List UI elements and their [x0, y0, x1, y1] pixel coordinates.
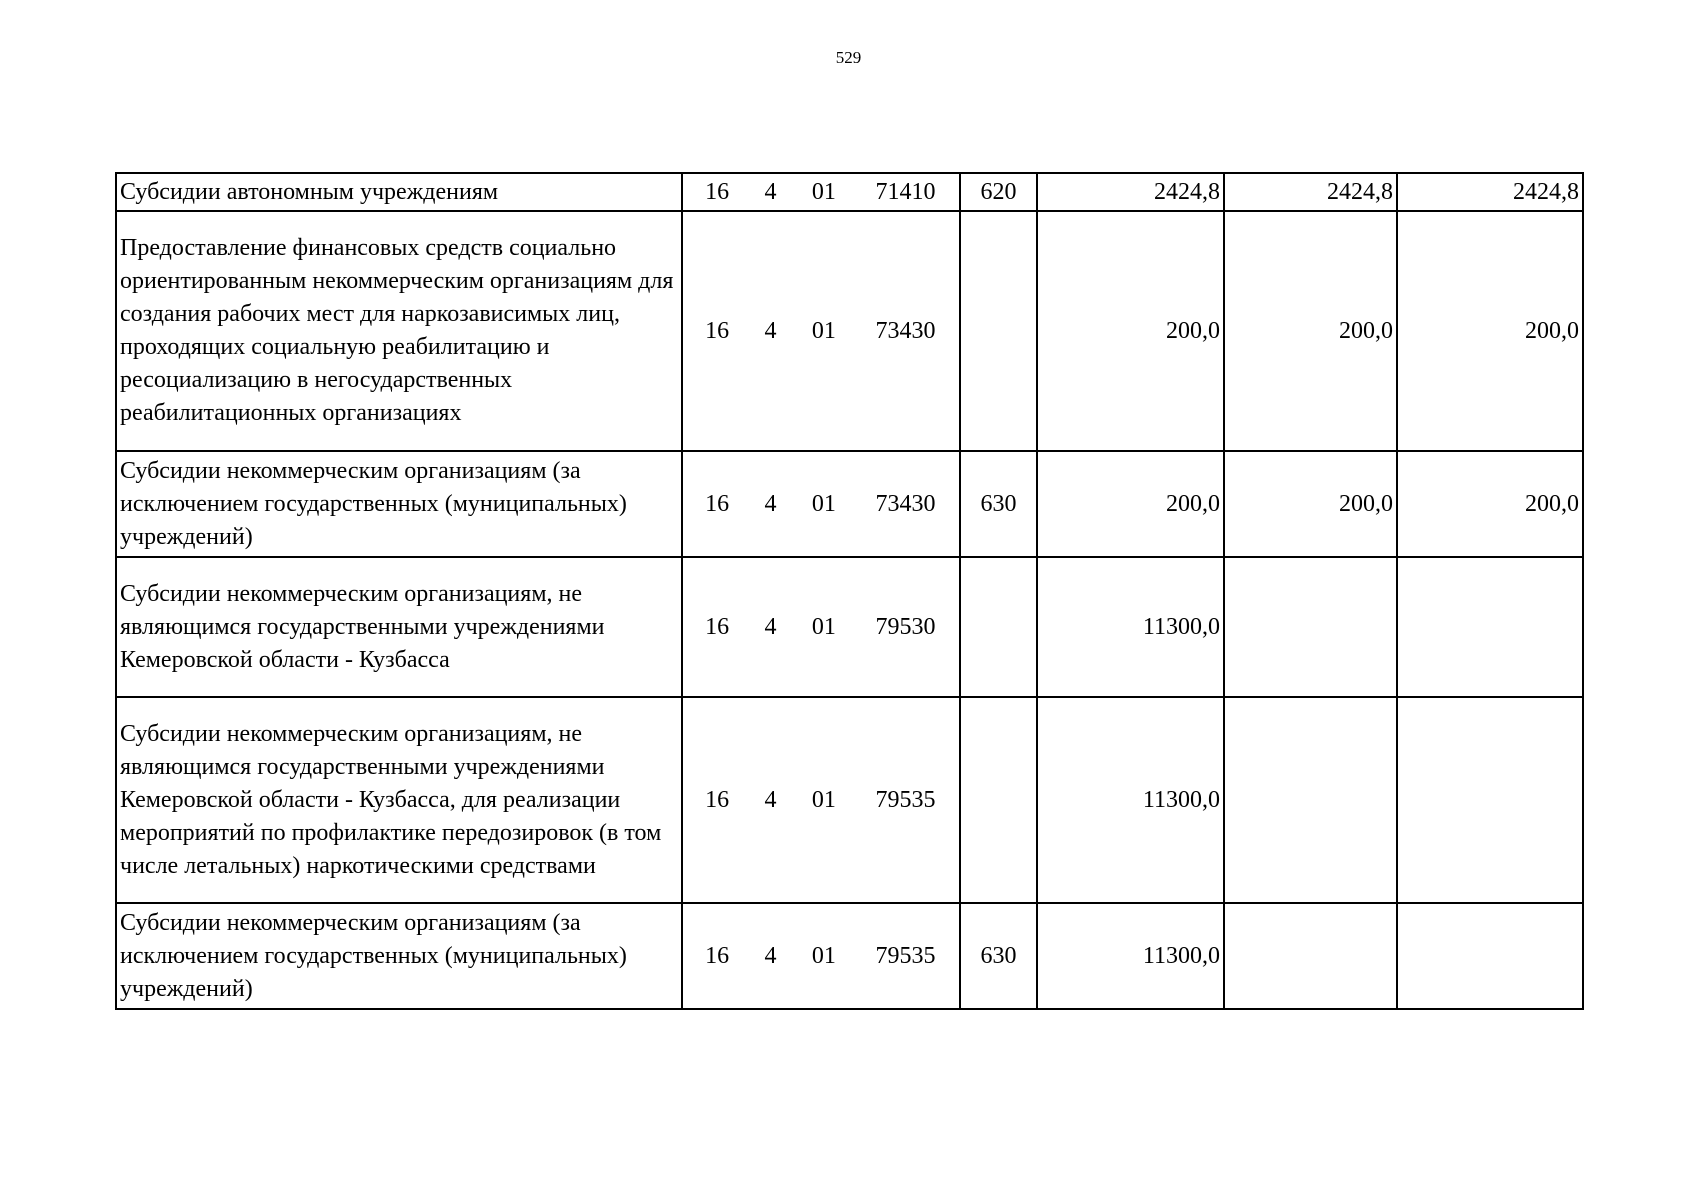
table-row	[116, 173, 1583, 211]
expense-type: 630	[960, 903, 1037, 1009]
value-year-3	[1397, 697, 1583, 903]
row-codes	[682, 903, 960, 1009]
expense-type	[960, 557, 1037, 697]
code-subprogram: 4	[764, 317, 777, 344]
expense-type: 620	[960, 173, 1037, 211]
row-codes	[682, 451, 960, 557]
table-row	[116, 211, 1583, 451]
page-number: 529	[835, 48, 862, 67]
budget-table	[115, 172, 1584, 1010]
value-year-2: 2424,8	[1224, 173, 1397, 211]
code-subprogram: 4	[764, 942, 777, 969]
value-year-1: 11300,0	[1037, 903, 1224, 1009]
row-name: Предоставление финансовых средств социально ориентированным некоммерческим организациям для создания рабочих мест для наркозависимых лиц, проходящих социальную реабилитацию и ресоциализацию в негосударственных реабилитационных организациях	[116, 211, 682, 451]
value-year-3	[1397, 903, 1583, 1009]
table-row	[116, 451, 1583, 557]
value-year-2: 200,0	[1224, 211, 1397, 451]
code-program: 16	[705, 178, 730, 205]
code-program: 16	[705, 942, 730, 969]
code-program: 16	[705, 490, 730, 517]
row-name: Субсидии некоммерческим организациям (за исключением государственных (муниципальных) учреждений)	[116, 903, 682, 1009]
code-main-event: 01	[811, 613, 836, 640]
code-direction: 73430	[875, 317, 936, 344]
value-year-1: 200,0	[1037, 451, 1224, 557]
code-main-event: 01	[811, 786, 836, 813]
row-name: Субсидии автономным учреждениям	[116, 173, 682, 211]
code-direction: 79530	[875, 613, 936, 640]
code-program: 16	[705, 786, 730, 813]
code-subprogram: 4	[764, 178, 777, 205]
code-direction: 79535	[875, 942, 936, 969]
code-main-event: 01	[811, 178, 836, 205]
table-row	[116, 903, 1583, 1009]
expense-type: 630	[960, 451, 1037, 557]
code-main-event: 01	[811, 942, 836, 969]
row-codes	[682, 211, 960, 451]
code-program: 16	[705, 613, 730, 640]
value-year-2: 200,0	[1224, 451, 1397, 557]
row-codes	[682, 173, 960, 211]
value-year-1: 11300,0	[1037, 697, 1224, 903]
value-year-3: 200,0	[1397, 211, 1583, 451]
value-year-3	[1397, 557, 1583, 697]
code-main-event: 01	[811, 317, 836, 344]
value-year-1: 2424,8	[1037, 173, 1224, 211]
expense-type	[960, 211, 1037, 451]
code-direction: 71410	[875, 178, 936, 205]
code-program: 16	[705, 317, 730, 344]
table-row	[116, 557, 1583, 697]
row-codes	[682, 557, 960, 697]
row-codes	[682, 697, 960, 903]
row-name: Субсидии некоммерческим организациям, не являющимся государственными учреждениями Кемеровской области - Кузбасса	[116, 557, 682, 697]
value-year-3: 2424,8	[1397, 173, 1583, 211]
code-subprogram: 4	[764, 613, 777, 640]
code-direction: 79535	[875, 786, 936, 813]
row-name: Субсидии некоммерческим организациям (за исключением государственных (муниципальных) учреждений)	[116, 451, 682, 557]
code-main-event: 01	[811, 490, 836, 517]
row-name: Субсидии некоммерческим организациям, не являющимся государственными учреждениями Кемеровской области - Кузбасса, для реализации мероприятий по профилактике передозировок (в том числе летальных) наркотическими средствами	[116, 697, 682, 903]
code-subprogram: 4	[764, 490, 777, 517]
table-row	[116, 697, 1583, 903]
value-year-2	[1224, 697, 1397, 903]
value-year-3: 200,0	[1397, 451, 1583, 557]
expense-type	[960, 697, 1037, 903]
value-year-2	[1224, 903, 1397, 1009]
value-year-1: 11300,0	[1037, 557, 1224, 697]
value-year-1: 200,0	[1037, 211, 1224, 451]
code-subprogram: 4	[764, 786, 777, 813]
code-direction: 73430	[875, 490, 936, 517]
value-year-2	[1224, 557, 1397, 697]
